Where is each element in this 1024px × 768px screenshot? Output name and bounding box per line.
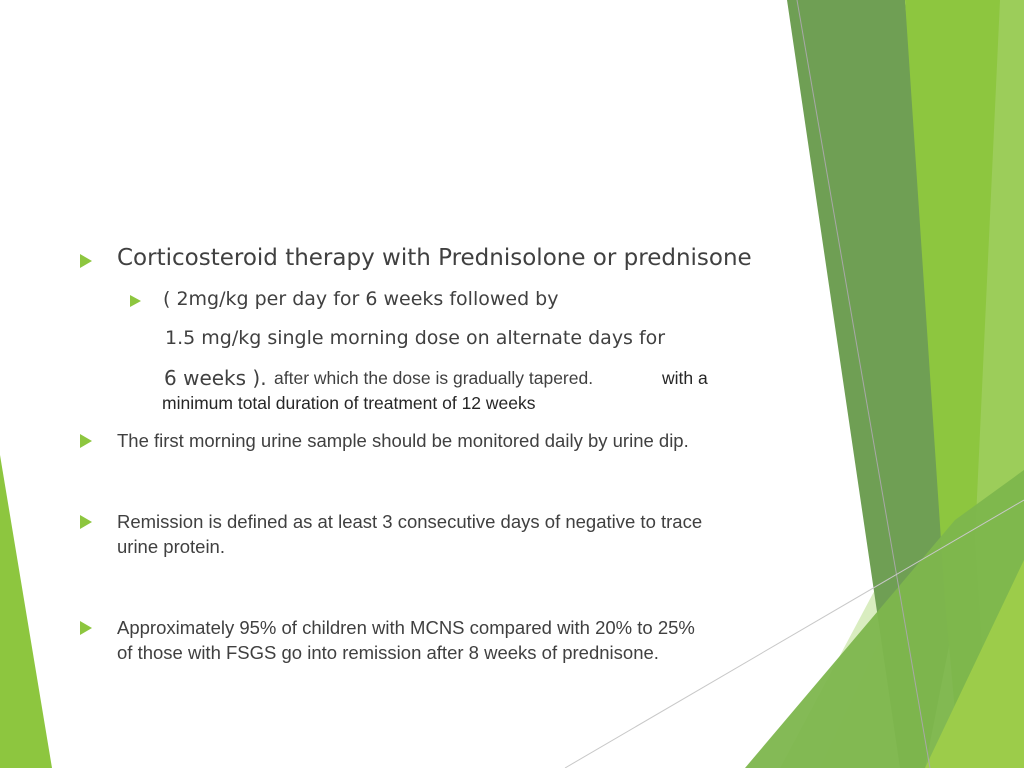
sub-bullet-line-3-mid: after which the dose is gradually tapered. xyxy=(274,368,594,388)
bullet-text-4-line-1: Approximately 95% of children with MCNS compared with 20% to 25% xyxy=(117,617,695,638)
bullet-text-4-line-2: of those with FSGS go into remission after 8 weeks of prednisone. xyxy=(117,642,659,663)
bullet-arrow-icon xyxy=(80,515,92,529)
bullet-text-2: The first morning urine sample should be monitored daily by urine dip. xyxy=(117,430,689,451)
sub-bullet-line-2: 1.5 mg/kg single morning dose on alternate days for xyxy=(165,327,666,349)
bullet-text-3-line-1: Remission is defined as at least 3 consecutive days of negative to trace xyxy=(117,511,703,532)
sub-bullet-line-1: ( 2mg/kg per day for 6 weeks followed by xyxy=(163,288,559,310)
sub-bullet-line-3-end: with a xyxy=(662,368,708,388)
bullet-text-3-line-2: urine protein. xyxy=(117,536,225,557)
sub-bullet-line-4: minimum total duration of treatment of 12 weeks xyxy=(162,393,536,413)
bullet-arrow-icon xyxy=(80,254,92,268)
bullet-arrow-icon xyxy=(80,434,92,448)
sub-bullet-line-3-start: 6 weeks ). xyxy=(164,366,267,390)
bullet-text-1: Corticosteroid therapy with Prednisolone or prednisone xyxy=(117,245,752,271)
sub-bullet-arrow-icon xyxy=(130,295,141,307)
bullet-arrow-icon xyxy=(80,621,92,635)
